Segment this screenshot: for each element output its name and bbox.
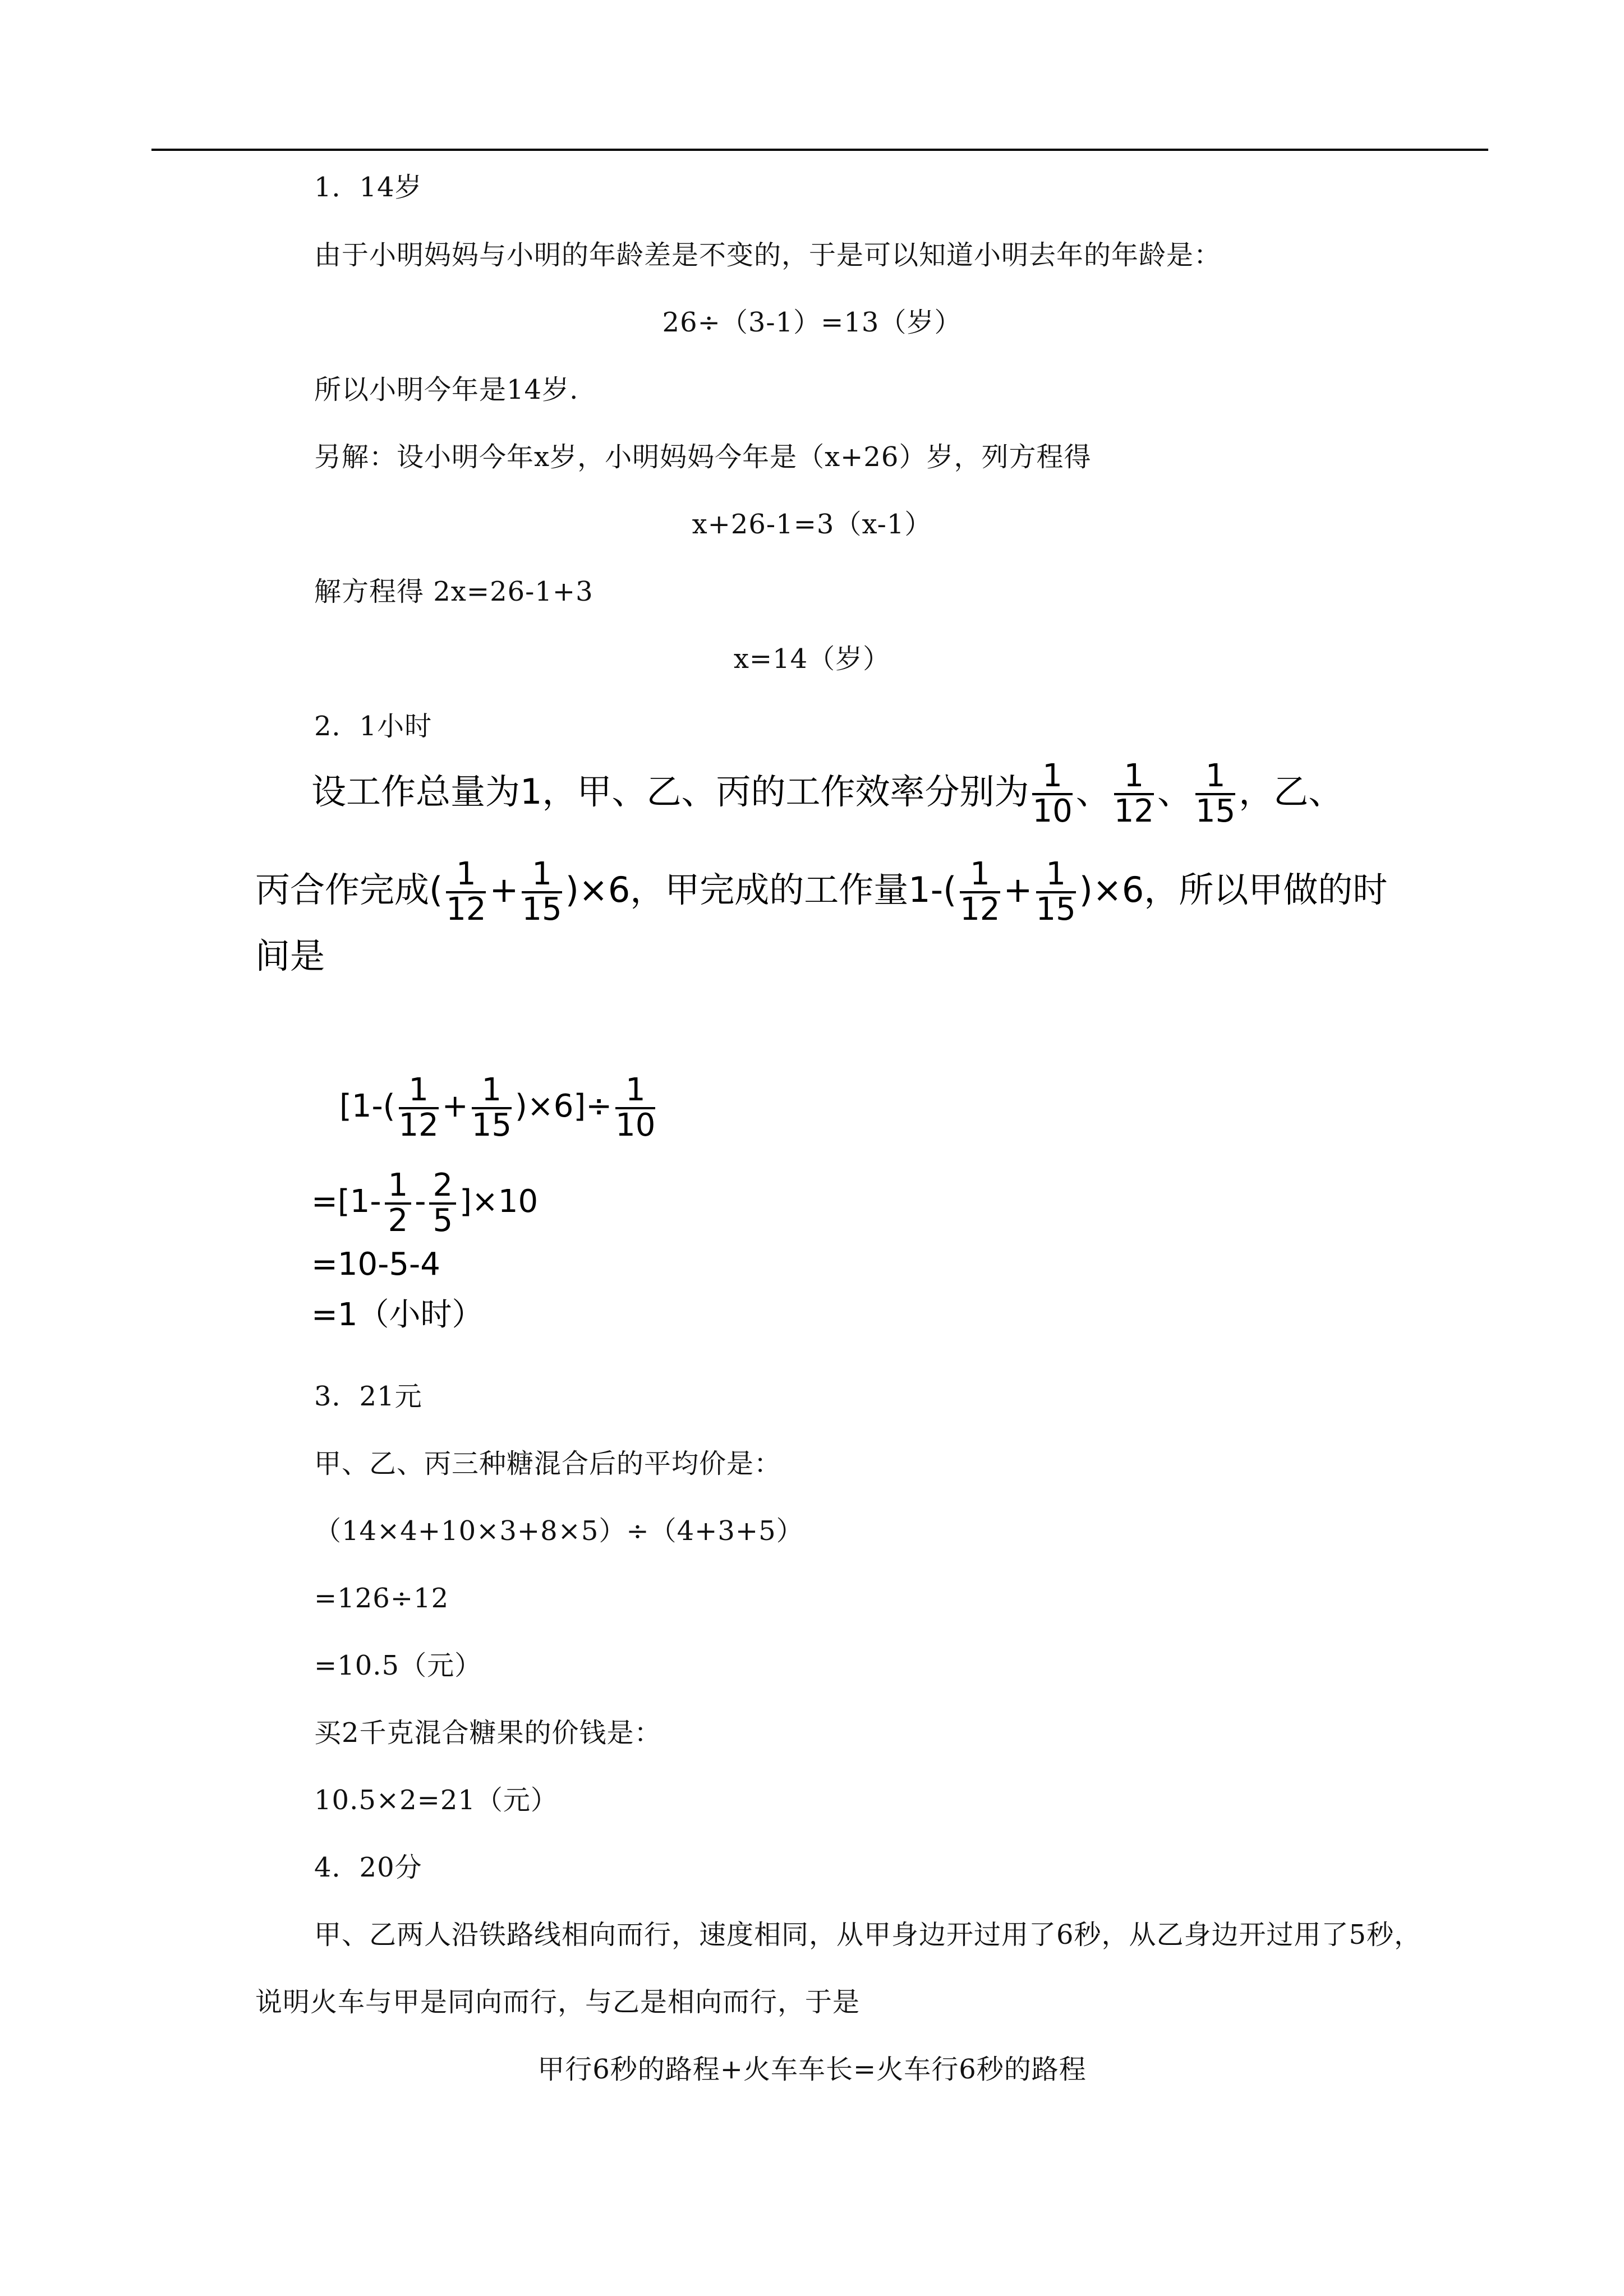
calc-line-3: =10-5-4 [311,1246,440,1283]
answer-3-text2: 买2千克混合糖果的价钱是： [314,1717,662,1749]
calc-line-2: =[1- $\frac{1}{2}$ - $\frac{2}{5}$ ]×10 [311,1167,539,1239]
answer-1-heading: 1．14岁 [314,172,422,203]
answer-1-equation: 26÷（3-1）=13（岁） [662,307,962,338]
fraction-1-15: $\frac{1}{15}$ [1195,758,1236,829]
answer-3-result: 10.5×2=21（元） [314,1785,558,1816]
answer-1-solve: 解方程得 2x=26-1+3 [314,576,594,607]
answer-4-heading: 4．20分 [314,1852,422,1883]
calc-line-4: =1（小时） [311,1297,484,1333]
fraction-1-10: $\frac{1}{10}$ [1032,758,1073,829]
fraction-1-12: $\frac{1}{12}$ [1114,758,1154,829]
answer-2-heading: 2．1小时 [314,711,433,742]
p1a: 设工作总量为1，甲、乙、丙的工作效率分别为 [311,771,1029,812]
answer-3-step2: =10.5（元） [314,1650,482,1681]
answer-3-text: 甲、乙、丙三种糖混合后的平均价是： [314,1448,782,1479]
answer-3-step1: =126÷12 [314,1583,449,1614]
answer-1-alt-solution: 另解：设小明今年x岁，小明妈妈今年是（x+26）岁，列方程得 [314,441,1092,473]
answer-2-paragraph-line1: 设工作总量为1，甲、乙、丙的工作效率分别为 $\frac{1}{10}$ 、 $\frac{1}{12}$ 、 $\frac{1}{15}$ ，乙、 [311,758,1344,829]
calc-line-1: [1-( $\frac{1}{12}$ + $\frac{1}{15}$ )×6]÷ $\frac{1}{10}$ [339,1072,656,1144]
answer-1-alt-equation: x+26-1=3（x-1） [692,509,932,540]
answer-2-paragraph-line3: 间是 [255,935,325,976]
answer-4-text-2: 说明火车与甲是同向而行，与乙是相向而行，于是 [255,1986,861,2018]
answer-1-text: 由于小明妈妈与小明的年龄差是不变的，于是可以知道小明去年的年龄是： [314,239,1222,271]
answer-4-equation: 甲行6秒的路程+火车车长=火车行6秒的路程 [537,2054,1087,2085]
answer-3-heading: 3．21元 [314,1381,422,1412]
answer-3-equation: （14×4+10×3+8×5）÷（4+3+5） [314,1515,804,1547]
answer-1-result: x=14（岁） [733,643,891,675]
answer-1-conclusion: 所以小明今年是14岁. [314,374,579,405]
header-rule [151,149,1488,151]
answer-4-text-1: 甲、乙两人沿铁路线相向而行，速度相同，从甲身边开过用了6秒，从乙身边开过用了5秒， [314,1919,1422,1951]
answer-2-paragraph-line2: 丙合作完成( $\frac{1}{12}$ + $\frac{1}{15}$ )×6，甲完成的工作量1-( $\frac{1}{12}$ + $\frac{1}{15}$ )×6，所以甲做的时 [255,856,1388,928]
